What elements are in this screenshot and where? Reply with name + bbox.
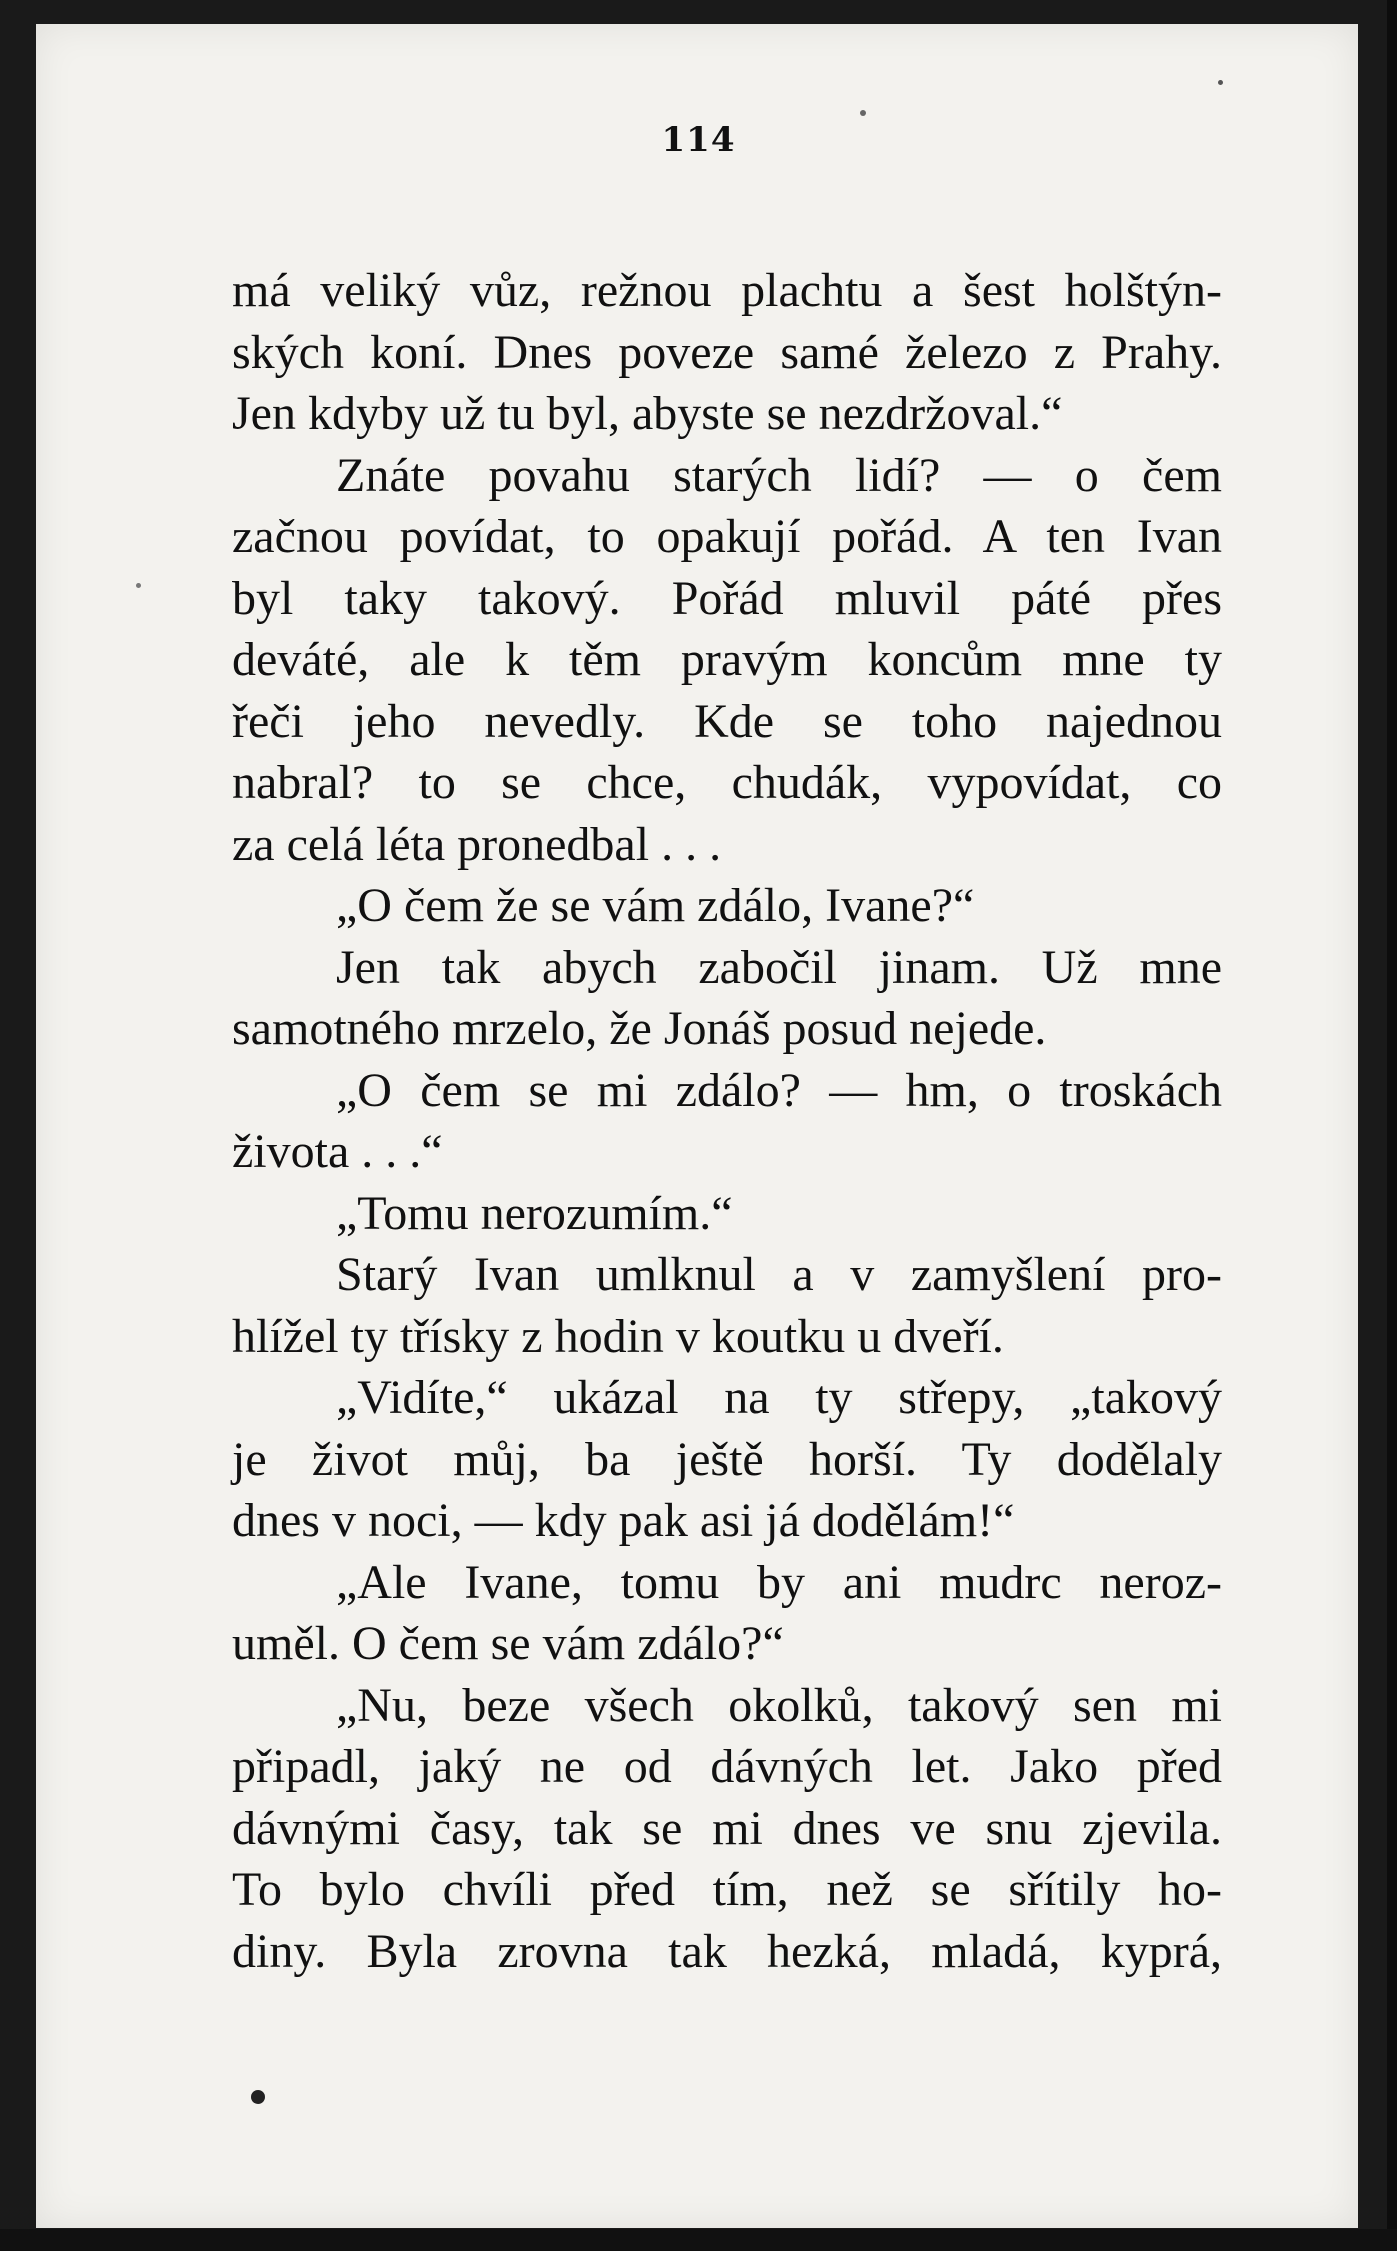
scan-edge-right xyxy=(1387,0,1397,2251)
text-line: „Ale Ivane, tomu by ani mudrc neroz- xyxy=(336,1555,1222,1609)
text-line: deváté, ale k těm pravým koncům mne ty xyxy=(232,633,1222,686)
text-line: hlížel ty třísky z hodin v koutku u dveří. xyxy=(232,1309,1004,1363)
text-line: „O čem že se vám zdálo, Ivane?“ xyxy=(336,879,975,932)
text-line: je život můj, ba ještě horší. Ty dodělaly xyxy=(232,1432,1222,1486)
text-line: dávnými časy, tak se mi dnes ve snu zjevila. xyxy=(232,1801,1222,1855)
ink-speck xyxy=(1218,80,1223,85)
text-line: To bylo chvíli před tím, než se sřítily ho- xyxy=(232,1863,1222,1916)
text-line: nabral? to se chce, chudák, vypovídat, co xyxy=(232,756,1222,809)
text-line: začnou povídat, to opakují pořád. A ten Ivan xyxy=(232,510,1222,563)
text-line: diny. Byla zrovna tak hezká, mladá, kyprá, xyxy=(232,1924,1222,1978)
text-line: „Tomu nerozumím.“ xyxy=(336,1186,733,1240)
text-line: ských koní. Dnes poveze samé železo z Prahy. xyxy=(232,325,1222,379)
text-line: má veliký vůz, režnou plachtu a šest holštýn- xyxy=(232,264,1222,317)
text-line: „Vidíte,“ ukázal na ty střepy, „takový xyxy=(336,1371,1222,1424)
text-line: „Nu, beze všech okolků, takový sen mi xyxy=(336,1678,1222,1732)
scan-edge-bottom xyxy=(0,2229,1397,2251)
page-number: 114 xyxy=(661,120,736,160)
text-line: Jen kdyby už tu byl, abyste se nezdržoval.“ xyxy=(232,387,1063,440)
ink-speck xyxy=(251,2090,265,2104)
text-line: Starý Ivan umlknul a v zamyšlení pro- xyxy=(336,1248,1222,1301)
text-line: života . . .“ xyxy=(232,1125,443,1178)
text-line: Jen tak abych zabočil jinam. Už mne xyxy=(336,940,1222,994)
ink-speck xyxy=(136,583,141,588)
ink-speck xyxy=(860,110,866,116)
text-line: „O čem se mi zdálo? — hm, o troskách xyxy=(336,1063,1222,1117)
text-line: dnes v noci, — kdy pak asi já dodělám!“ xyxy=(232,1494,1015,1547)
body-text xyxy=(232,260,1222,1982)
text-line: uměl. O čem se vám zdálo?“ xyxy=(232,1617,784,1670)
text-line: připadl, jaký ne od dávných let. Jako před xyxy=(232,1740,1222,1793)
text-line: za celá léta pronedbal . . . xyxy=(232,817,722,871)
text-line: byl taky takový. Pořád mluvil páté přes xyxy=(232,571,1222,625)
text-line: Znáte povahu starých lidí? — o čem xyxy=(336,448,1222,502)
text-line: řeči jeho nevedly. Kde se toho najednou xyxy=(232,694,1222,748)
text-line: samotného mrzelo, že Jonáš posud nejede. xyxy=(232,1002,1047,1055)
